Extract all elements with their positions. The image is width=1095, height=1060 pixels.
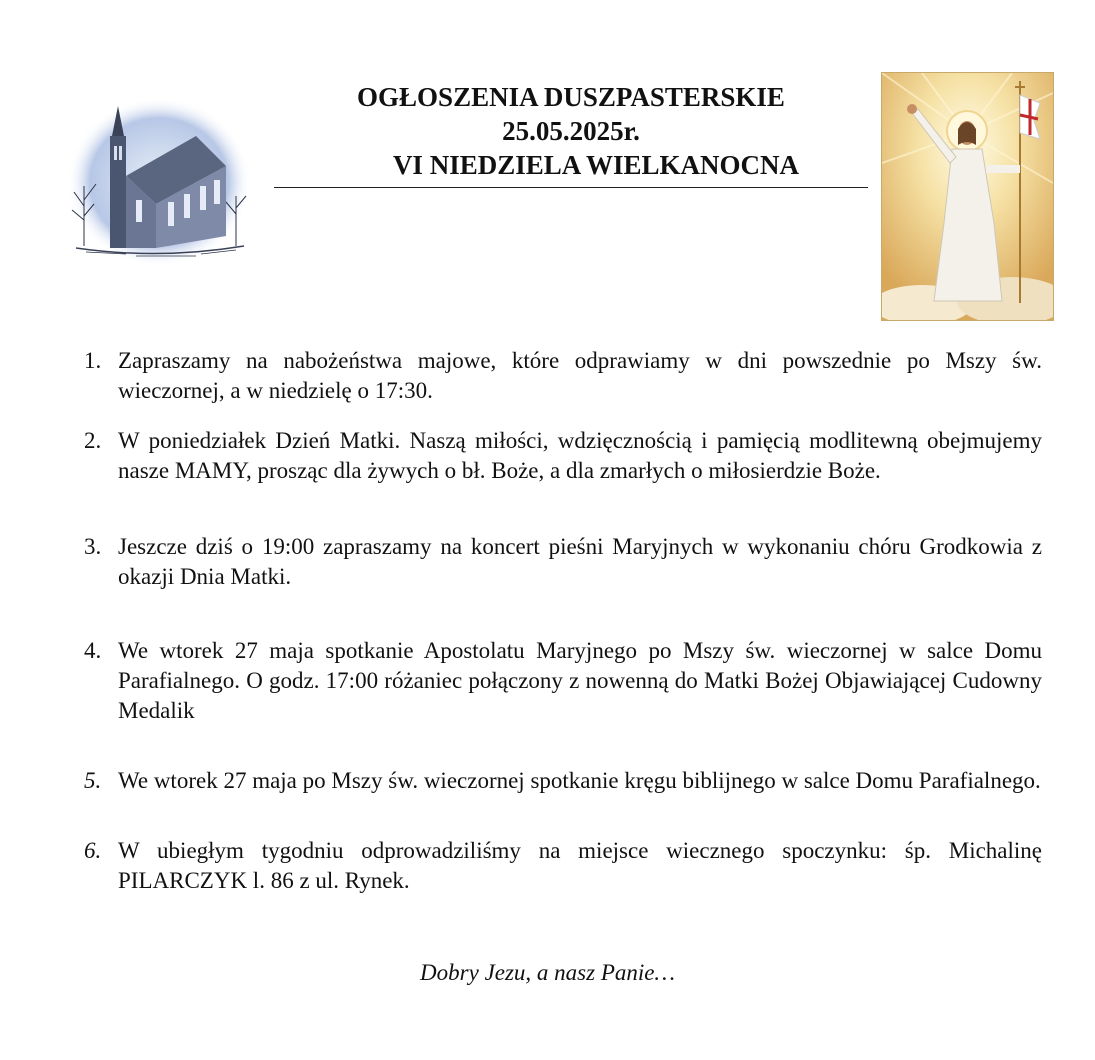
jesus-image bbox=[881, 72, 1054, 321]
header-divider bbox=[274, 187, 868, 188]
church-icon bbox=[66, 96, 252, 268]
header-subtitle: VI NIEDZIELA WIELKANOCNA bbox=[392, 150, 800, 180]
announcement-item bbox=[78, 836, 1042, 896]
risen-christ-icon bbox=[882, 73, 1053, 320]
header-date: 25.05.2025r. bbox=[502, 116, 640, 146]
item-text: We wtorek 27 maja po Mszy św. wieczornej spotkanie kręgu biblijnego w salce Domu Parafialnego. bbox=[118, 768, 1041, 793]
item-number: 4. bbox=[84, 638, 102, 663]
item-text: W poniedziałek Dzień Matki. Naszą miłości, wdzięcznością i pamięcią modlitewną obejmujemy nasze MAMY, prosząc dla żywych o bł. Boże, a dla zmarłych o miłosierdzie Boże. bbox=[118, 428, 1042, 483]
item-number: 3. bbox=[84, 534, 102, 559]
closing-prayer: Dobry Jezu, a nasz Panie… bbox=[420, 960, 675, 985]
church-illustration bbox=[66, 96, 252, 268]
item-text: W ubiegłym tygodniu odprowadziliśmy na miejsce wiecznego spoczynku: śp. Michalinę PILARCZYK l. 86 z ul. Rynek. bbox=[118, 838, 1042, 893]
item-number: 6. bbox=[84, 838, 102, 863]
item-text: We wtorek 27 maja spotkanie Apostolatu Maryjnego po Mszy św. wieczornej w salce Domu Parafialnego. O godz. 17:00 różaniec połączony z nowenną do Matki Bożej Objawiającej Cudowny Medalik bbox=[118, 638, 1042, 723]
item-number: 1. bbox=[84, 348, 102, 373]
announcement-item bbox=[78, 766, 1042, 796]
item-text: Jeszcze dziś o 19:00 zapraszamy na koncert pieśni Maryjnych w wykonaniu chóru Grodkowia z okazji Dnia Matki. bbox=[118, 534, 1042, 589]
item-number: 5. bbox=[84, 768, 102, 793]
header-title: OGŁOSZENIA DUSZPASTERSKIE bbox=[357, 82, 785, 112]
announcement-item bbox=[78, 426, 1042, 486]
item-number: 2. bbox=[84, 428, 102, 453]
announcement-item bbox=[78, 346, 1042, 406]
announcement-item bbox=[78, 636, 1042, 726]
item-text: Zapraszamy na nabożeństwa majowe, które odprawiamy w dni powszednie po Mszy św. wieczornej, a w niedzielę o 17:30. bbox=[118, 348, 1042, 403]
page-header bbox=[274, 80, 868, 182]
announcement-item bbox=[78, 532, 1042, 592]
announcements-list bbox=[78, 346, 1042, 896]
